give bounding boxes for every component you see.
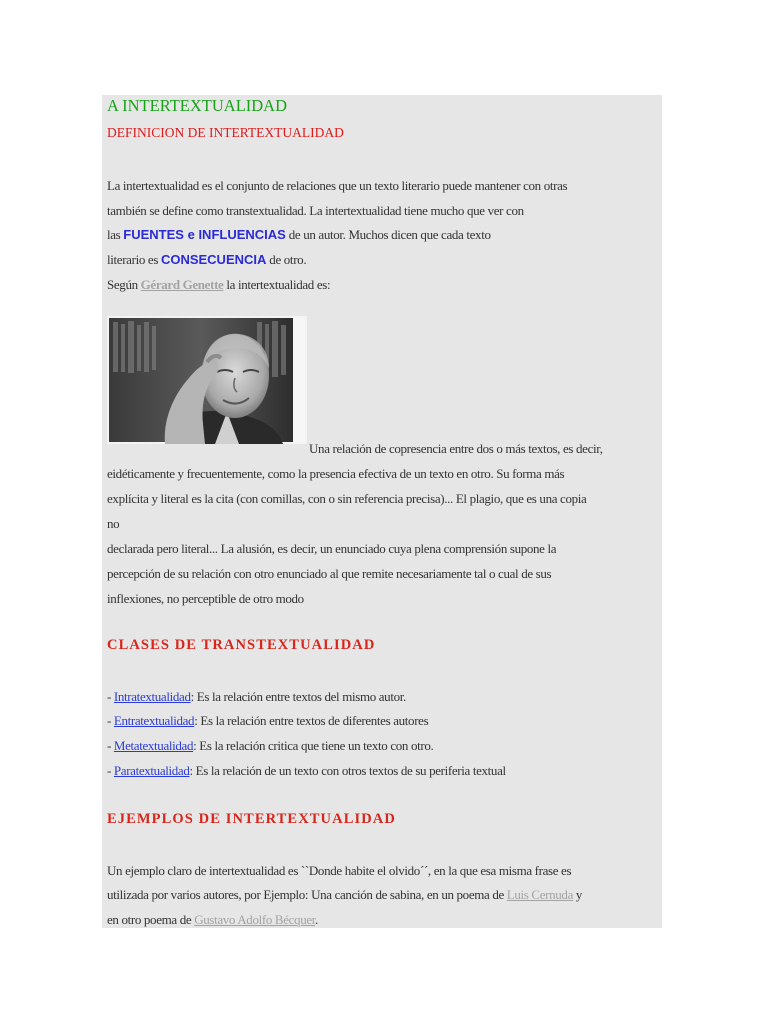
intro-text: Según <box>107 277 141 292</box>
ejemplos-line-2 <box>107 886 582 904</box>
becquer-link[interactable]: Gustavo Adolfo Bécquer <box>194 912 316 927</box>
metatextualidad-link[interactable]: Metatextualidad <box>113 738 194 753</box>
list-dash: - <box>107 738 114 753</box>
list-dash: - <box>107 689 114 704</box>
ejemplos-line-1: Un ejemplo claro de intertextualidad es ``Donde habite el olvido´´, en la que esa misma frase es <box>107 863 572 878</box>
intro-line-2: también se define como transtextualidad. La intertextualidad tiene mucho que ver con <box>107 203 524 218</box>
list-item <box>107 762 506 780</box>
ejemplos-text: . <box>315 912 318 927</box>
intro-text: las <box>107 227 124 242</box>
genette-link[interactable]: Gérard Genette <box>140 277 224 292</box>
definition-line-3: explícita y literal es la cita (con comillas, con o sin referencia precisa)... El plagio, que es una copia <box>107 491 587 506</box>
intro-line-3 <box>107 226 491 244</box>
page-title: A INTERTEXTUALIDAD <box>107 96 288 115</box>
list-desc: : Es la relación critica que tiene un texto con otro. <box>193 738 434 753</box>
list-desc: : Es la relación de un texto con otros textos de su periferia textual <box>189 763 506 778</box>
ejemplos-text: y <box>573 887 583 902</box>
keyword-influencias: INFLUENCIAS <box>198 227 286 242</box>
definition-line-6: percepción de su relación con otro enunciado al que remite necesariamente tal o cual de sus <box>107 566 552 581</box>
keyword-consecuencia: CONSECUENCIA <box>160 252 267 267</box>
intro-text: de otro. <box>266 252 307 267</box>
list-item <box>107 737 433 755</box>
ejemplos-heading: EJEMPLOS DE INTERTEXTUALIDAD <box>107 811 396 827</box>
clases-heading: CLASES DE TRANSTEXTUALIDAD <box>107 637 376 653</box>
intro-line-1: La intertextualidad es el conjunto de relaciones que un texto literario puede mantener con otras <box>107 178 568 193</box>
definition-line-1: Una relación de copresencia entre dos o más textos, es decir, <box>309 441 603 456</box>
entratextualidad-link[interactable]: Entratextualidad <box>113 713 195 728</box>
list-desc: : Es la relación entre textos de diferentes autores <box>194 713 429 728</box>
keyword-connector: e <box>183 227 199 242</box>
ejemplos-text: en otro poema de <box>107 912 195 927</box>
list-item <box>107 688 406 706</box>
intro-line-5 <box>107 276 330 294</box>
definition-line-7: inflexiones, no perceptible de otro modo <box>107 591 304 606</box>
list-desc: : Es la relación entre textos del mismo autor. <box>190 689 406 704</box>
paratextualidad-link[interactable]: Paratextualidad <box>113 763 190 778</box>
cernuda-link[interactable]: Luis Cernuda <box>506 887 573 902</box>
intro-text: la intertextualidad es: <box>223 277 331 292</box>
list-dash: - <box>107 763 114 778</box>
intratextualidad-link[interactable]: Intratextualidad <box>113 689 191 704</box>
intro-text: literario es <box>107 252 161 267</box>
definition-line-4: no <box>107 516 120 531</box>
list-dash: - <box>107 713 114 728</box>
intro-text: de un autor. Muchos dicen que cada texto <box>285 227 491 242</box>
ejemplos-text: utilizada por varios autores, por Ejemplo: Una canción de sabina, en un poema de <box>107 887 507 902</box>
definition-heading: DEFINICION DE INTERTEXTUALIDAD <box>107 125 344 140</box>
definition-line-2: eidéticamente y frecuentemente, como la presencia efectiva de un texto en otro. Su forma más <box>107 466 565 481</box>
keyword-fuentes: FUENTES <box>123 227 184 242</box>
author-photo <box>107 316 307 444</box>
list-item <box>107 712 428 730</box>
ejemplos-line-3 <box>107 911 318 929</box>
definition-line-5: declarada pero literal... La alusión, es decir, un enunciado cuya plena comprensión supone la <box>107 541 557 556</box>
intro-line-4 <box>107 251 306 269</box>
